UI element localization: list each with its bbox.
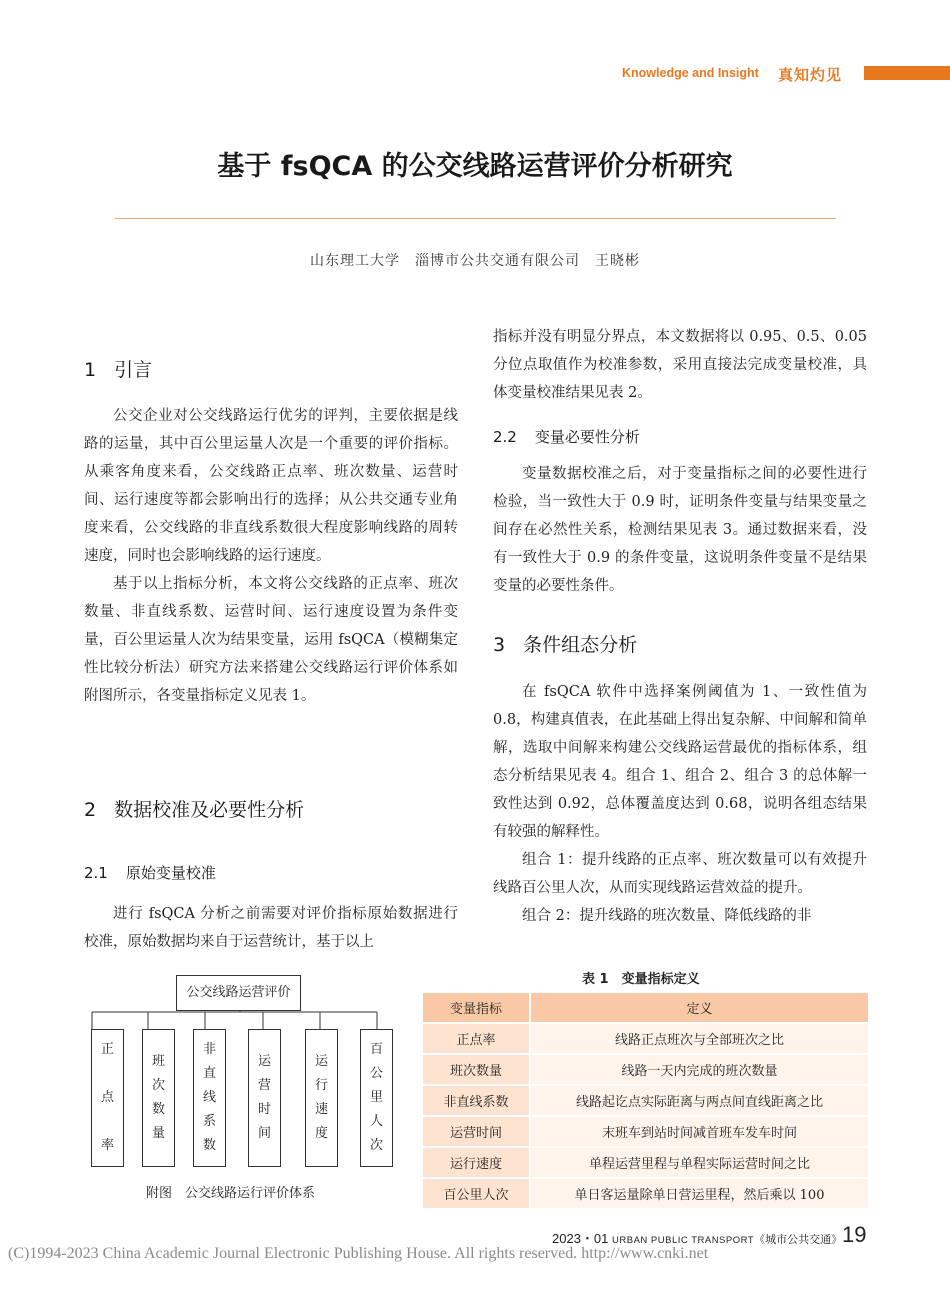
section-3-body [493,678,867,930]
diagram-leaf-label: 班 次 数 量 [151,1054,165,1141]
table-row [423,1085,868,1116]
diagram-leaf-trip-count [142,1029,175,1167]
issue-number: 2023・01 [552,1231,609,1246]
paragraph: 指标并没有明显分界点，本文数据将以 0.95、0.5、0.05 分位点取值作为校准参数，采用直接法完成变量校准，具体变量校准结果见表 2。 [493,329,867,401]
article-title: 基于 fsQCA 的公交线路运营评价分析研究 [217,151,733,182]
author-line: 山东理工大学 淄博市公共交通有限公司 王晓彬 [310,253,640,269]
paragraph: 组合 1：提升线路的正点率、班次数量可以有效提升线路百公里人次，从而实现线路运营效益的提升。 [493,852,867,896]
subsection-2-1-heading [84,862,216,883]
table-header-cell: 变量指标 [423,993,530,1023]
diagram-leaf-label: 非 直 线 系 数 [202,1042,216,1153]
table-cell-variable: 正点率 [423,1023,530,1054]
table-cell-definition: 单程运营里程与单程实际运营时间之比 [530,1147,868,1178]
section-number: 3 [493,634,506,656]
table-row [423,1023,868,1054]
header-section-label: Knowledge and Insight [622,66,759,80]
right-column-top [493,323,867,407]
table-header-row [423,993,868,1023]
table-cell-definition: 线路起讫点实际距离与两点间直线距离之比 [530,1085,868,1116]
variable-definition-table [423,993,868,1210]
section-title: 数据校准及必要性分析 [114,799,305,821]
section-number: 1 [84,359,97,381]
subsection-2-1-body [84,900,458,956]
diagram-leaf-operating-time [248,1029,281,1167]
diagram-leaf-label: 运 行 速 度 [314,1054,328,1141]
figure-caption: 附图 公交线路运行评价体系 [146,1186,316,1201]
title-divider [115,218,836,219]
table-cell-definition: 线路正点班次与全部班次之比 [530,1023,868,1054]
diagram-leaf-passengers-per-100km [360,1029,393,1167]
table-row [423,1178,868,1209]
paragraph: 进行 fsQCA 分析之前需要对评价指标原始数据进行校准，原始数据均来自于运营统计，基于以上 [84,906,458,950]
section-number: 2.2 [493,428,517,446]
diagram-leaf-label: 运 营 时 间 [257,1054,271,1141]
journal-name-en: URBAN PUBLIC TRANSPORT [612,1235,755,1246]
table-cell-variable: 运营时间 [423,1116,530,1147]
paragraph: 组合 2：提升线路的班次数量、降低线路的非 [522,908,812,924]
table-row [423,1054,868,1085]
copyright-line: (C)1994-2023 China Academic Journal Electronic Publishing House. All rights reserved. http://www.cnki.net [8,1245,709,1262]
table-caption: 表 1 变量指标定义 [582,972,700,987]
page-number: 19 [842,1222,867,1247]
table-cell-definition: 单日客运量除单日营运里程，然后乘以 100 [530,1178,868,1209]
diagram-leaf-label: 正 点 率 [100,1042,114,1153]
table-row [423,1147,868,1178]
paragraph: 在 fsQCA 软件中选择案例阈值为 1、一致性值为 0.8，构建真值表，在此基础上得出复杂解、中间解和简单解，选取中间解来构建公交线路运营最优的指标体系，组态分析结果见表 4。组合 1、组合 2、组合 3 的总体解一致性达到 0.92，总体覆盖度达到 0.68，说明各组态结果有较强的解释性。 [493,684,867,840]
table-cell-variable: 百公里人次 [423,1178,530,1209]
section-2-heading [84,795,304,822]
table-header-cell: 定义 [530,993,868,1023]
table-cell-definition: 线路一天内完成的班次数量 [530,1054,868,1085]
section-number: 2.1 [84,864,108,882]
section-number: 2 [84,799,97,821]
table-cell-definition: 末班车到站时间减首班车发车时间 [530,1116,868,1147]
journal-name-cn: 《城市公共交通》 [754,1234,843,1246]
section-title: 条件组态分析 [523,634,638,656]
section-3-heading [493,630,637,657]
header-accent-bar [864,66,950,80]
paragraph: 公交企业对公交线路运行优劣的评判，主要依据是线路的运量，其中百公里运量人次是一个重要的评价指标。从乘客角度来看，公交线路正点率、班次数量、运营时间、运行速度等都会影响出行的选择；从公共交通专业角度来看，公交线路的非直线系数很大程度影响线路的周转速度，同时也会影响线路的运行速度。 [84,408,458,564]
table-row [423,1116,868,1147]
diagram-leaf-on-time-rate [91,1029,124,1167]
section-1-body [84,402,458,710]
table-cell-variable: 班次数量 [423,1054,530,1085]
header-section-label-cn: 真知灼见 [778,66,843,84]
diagram-leaf-label: 百 公 里 人 次 [369,1042,383,1153]
paragraph: 变量数据校准之后，对于变量指标之间的必要性进行检验，当一致性大于 0.9 时，证明条件变量与结果变量之间存在必然性关系，检测结果见表 3。通过数据来看，没有一致性大于 0.9 的条件变量，这说明条件变量不是结果变量的必要性条件。 [493,466,867,594]
paragraph: 基于以上指标分析，本文将公交线路的正点率、班次数量、非直线系数、运营时间、运行速度设置为条件变量，百公里运量人次为结果变量，运用 fsQCA（模糊集定性比较分析法）研究方法来搭建公交线路运行评价体系如附图所示，各变量指标定义见表 1。 [84,576,458,704]
section-title: 原始变量校准 [125,864,216,882]
section-1-heading [84,355,152,382]
section-title: 引言 [114,359,153,381]
subsection-2-2-body [493,460,867,600]
diagram-root-node: 公交线路运营评价 [176,975,301,1011]
diagram-leaf-nonlinear-coefficient [193,1029,226,1167]
subsection-2-2-heading [493,426,640,447]
diagram-leaf-running-speed [305,1029,338,1167]
table-cell-variable: 运行速度 [423,1147,530,1178]
table-cell-variable: 非直线系数 [423,1085,530,1116]
section-title: 变量必要性分析 [534,428,640,446]
